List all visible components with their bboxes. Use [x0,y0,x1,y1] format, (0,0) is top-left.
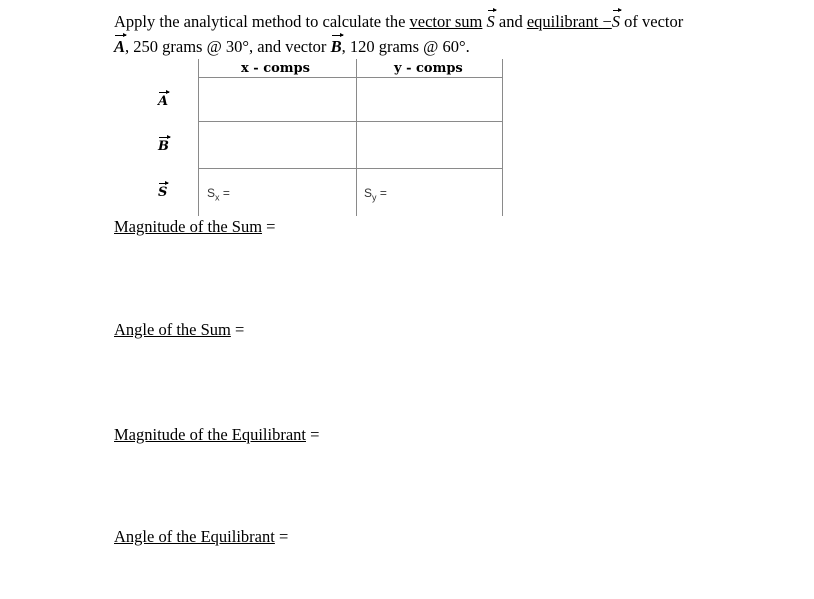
equals-sign: = [262,217,276,236]
vector-a-label: A [158,94,169,109]
table-row-line [198,121,503,122]
table-divider-middle [356,59,357,216]
row-label-b [158,139,169,154]
magnitude-of-sum-label: Magnitude of the Sum [114,217,263,236]
instruction-text: , 250 grams @ 30°, and vector [125,37,331,56]
angle-of-equilibrant-question [114,527,288,547]
instruction-line-1 [114,12,683,32]
vector-a-symbol: A [114,37,126,56]
equilibrant-term [527,12,620,31]
equals-sign: = [274,527,289,546]
sum-y-subscript: y [372,192,377,203]
sum-vector-symbol: S [486,12,495,31]
sum-x-subscript: x [215,192,220,203]
sum-x-prefix: S [207,186,216,200]
header-y-comps: y - comps [394,61,463,76]
instruction-line-2 [114,37,470,57]
row-label-s [158,185,167,200]
equals-sign: = [306,425,320,444]
instruction-text: of vector [620,12,684,31]
equilibrant-label: equilibrant [526,12,599,31]
angle-of-sum-question [114,320,244,340]
instruction-text: and [494,12,527,31]
instruction-text: , 120 grams @ 60°. [341,37,470,56]
vector-b-label: B [158,139,169,154]
vector-b-symbol: B [330,37,342,56]
vector-s-label: S [158,185,168,200]
sum-x-equals: = [219,186,230,200]
table-header-line [198,77,503,78]
vector-sum-term: vector sum [409,12,483,31]
table-border-left [198,59,199,216]
sum-x-cell [207,186,230,202]
table-border-right [502,59,503,216]
equals-sign: = [230,320,245,339]
header-x-comps: x - comps [241,61,310,76]
magnitude-of-sum-question [114,217,275,237]
table-row-line [198,168,503,169]
angle-of-sum-label: Angle of the Sum [114,320,231,339]
sum-y-prefix: S [364,186,373,200]
magnitude-of-equilibrant-label: Magnitude of the Equilibrant [114,425,306,444]
sum-y-cell [364,186,387,202]
row-label-a [158,94,168,109]
instruction-text: Apply the analytical method to calculate the [114,12,410,31]
sum-y-equals: = [376,186,387,200]
angle-of-equilibrant-label: Angle of the Equilibrant [114,527,275,546]
negative-sum-vector-symbol: S [611,12,621,31]
magnitude-of-equilibrant-question [114,425,319,445]
negative-sign: − [602,12,612,31]
